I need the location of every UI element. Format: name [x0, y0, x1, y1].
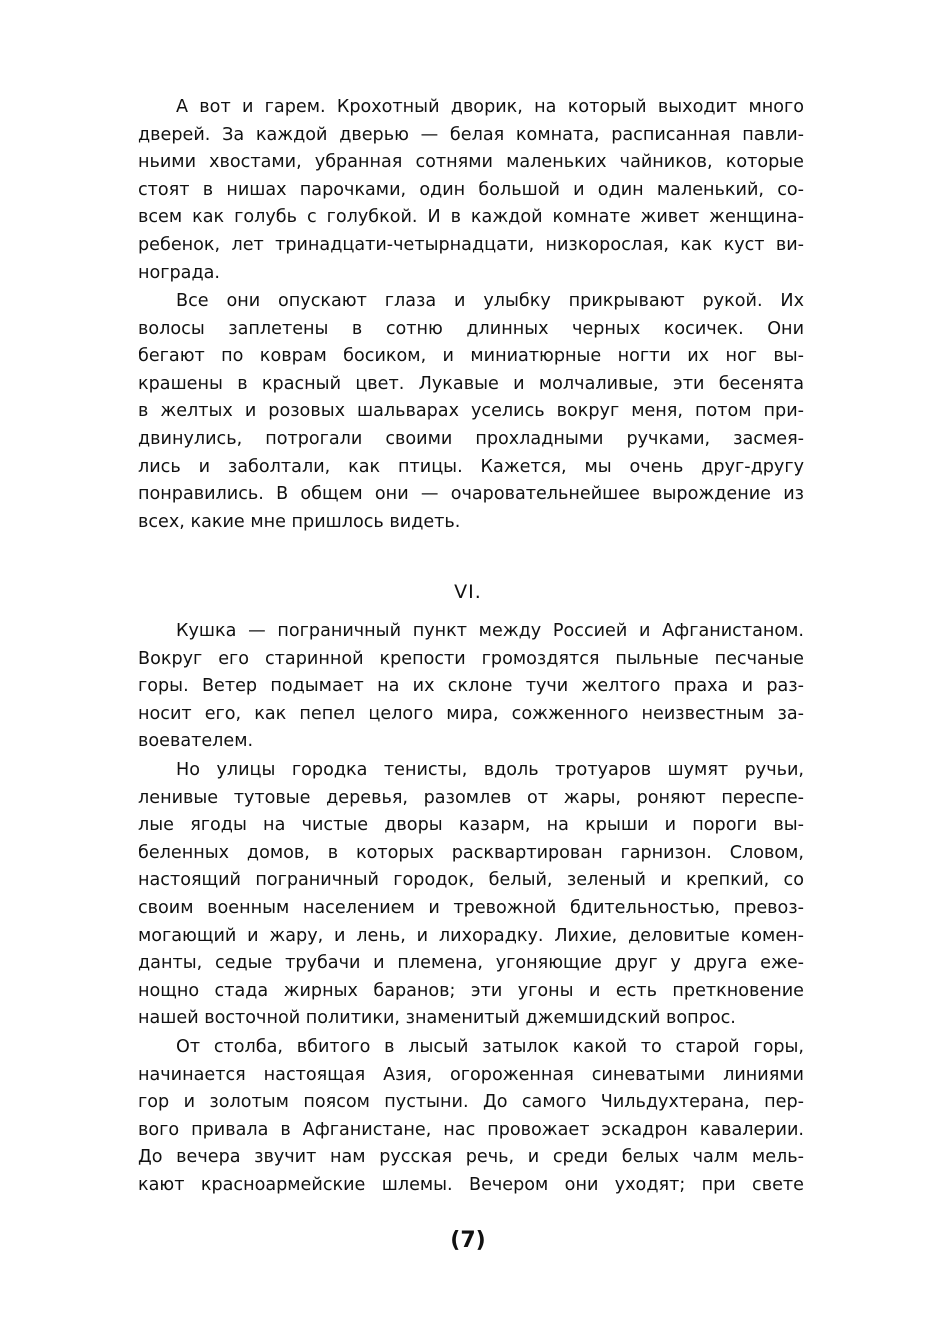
- text-line: настоящий пограничный городок, белый, зеленый и крепкий, со: [138, 870, 804, 891]
- text-line: бегают по коврам босиком, и миниатюрные ногти их ног вы-: [138, 346, 804, 367]
- text-line: стоят в нишах парочками, один большой и один маленький, со-: [138, 179, 804, 200]
- text-line: могающий и жару, и лень, и лихорадку. Лихие, деловитые комен-: [138, 925, 804, 946]
- text-line: лись и заболтали, как птицы. Кажется, мы очень друг-другу: [138, 456, 804, 477]
- text-line: Вокруг его старинной крепости громоздятся пыльные песчаные: [138, 648, 804, 669]
- text-line: ребенок, лет тринадцати-четырнадцати, низкорослая, как куст ви-: [138, 234, 804, 255]
- text-line: горы. Ветер подымает на их склоне тучи желтого праха и раз-: [138, 676, 804, 697]
- text-line: беленных домов, в которых расквартирован гарнизон. Словом,: [138, 842, 804, 863]
- text-line: До вечера звучит нам русская речь, и среди белых чалм мель-: [138, 1147, 804, 1168]
- text-line: начинается настоящая Азия, огороженная синеватыми линиями: [138, 1064, 804, 1085]
- text-line: лые ягоды на чистые дворы казарм, на крыши и пороги вы-: [138, 815, 804, 836]
- text-line: крашены в красный цвет. Лукавые и молчаливые, эти бесенята: [138, 373, 804, 394]
- text-line: всем как голубь с голубкой. И в каждой комнате живет женщина-: [138, 207, 804, 228]
- text-line: нощно стада жирных баранов; эти угоны и есть преткновение: [138, 980, 804, 1001]
- text-line: воевателем.: [138, 731, 254, 752]
- text-line: понравились. В общем они — очаровательнейшее вырождение из: [138, 484, 804, 505]
- text-line: нограда.: [138, 262, 220, 283]
- text-line: в желтых и розовых шальварах уселись вокруг меня, потом при-: [138, 401, 804, 422]
- text-line: дверей. За каждой дверью — белая комната, расписанная павли-: [138, 124, 804, 145]
- text-line: Все они опускают глаза и улыбку прикрывают рукой. Их: [176, 291, 804, 311]
- text-line: данты, седые трубачи и племена, угоняющие друг у друга еже-: [138, 953, 804, 974]
- text-line: От столба, вбитого в лысый затылок какой то старой горы,: [176, 1037, 804, 1057]
- paragraph-girls: [138, 288, 804, 536]
- text-line: двинулись, потрогали своими прохладными ручками, засмея-: [138, 428, 804, 449]
- text-line: всех, какие мне пришлось видеть.: [138, 511, 461, 532]
- text-line: Но улицы городка тенисты, вдоль тротуаров шумят ручьи,: [176, 760, 804, 780]
- text-line: гор и золотым поясом пустыни. До самого Чильдухтерана, пер-: [138, 1092, 804, 1113]
- text-line: ньими хвостами, убранная сотнями маленьких чайников, которые: [138, 152, 804, 173]
- text-line: А вот и гарем. Крохотный дворик, на который выходит много: [176, 97, 804, 117]
- paragraph-kushka: [138, 618, 804, 756]
- paragraph-town: [138, 757, 804, 1033]
- text-line: носит его, как пепел целого мира, сожженного неизвестным за-: [138, 703, 804, 724]
- text-line: ленивые тутовые деревья, разомлев от жары, роняют переспе-: [138, 787, 804, 808]
- text-line: кают красноармейские шлемы. Вечером они уходят; при свете: [138, 1174, 804, 1195]
- section-heading: VI.: [454, 581, 482, 603]
- text-line: волосы заплетены в сотню длинных черных косичек. Они: [138, 318, 804, 339]
- text-line: вого привала в Афганистане, нас провожает эскадрон кавалерии.: [138, 1119, 804, 1140]
- text-line: нашей восточной политики, знаменитый джемшидский вопрос.: [138, 1008, 736, 1029]
- paragraph-asia: [138, 1034, 804, 1200]
- text-line: Кушка — пограничный пункт между Россией и Афганистаном.: [176, 621, 804, 641]
- text-line: своим военным населением и тревожной бдительностью, превоз-: [138, 897, 804, 918]
- paragraph-harem: [138, 94, 804, 287]
- page-number: (7): [450, 1228, 486, 1253]
